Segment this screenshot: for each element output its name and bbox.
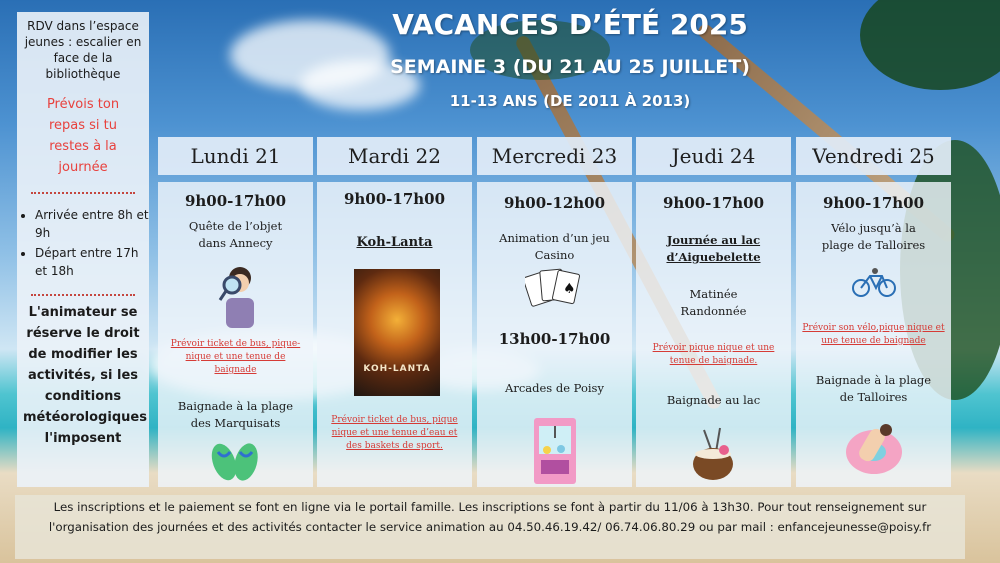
flip-flops-icon xyxy=(208,438,264,482)
activity: Quête de l’objet dans Annecy xyxy=(188,219,283,250)
arrival-time: • Arrivée entre 8h et 9h xyxy=(35,206,149,242)
activity: Koh-Lanta xyxy=(356,235,433,250)
footer-text: Les inscriptions et le paiement se font en ligne via le portail famille. Les inscriptions se font à partir du 11/06 à 13h30. Pour tout renseignement sur l'organisation des journées et des activités contacter le service animation au 04.50.46.19.42/ 06.74.06.80.29 ou par mail : enfancejeunesse@poisy.fr xyxy=(48,500,932,534)
bicycle-icon xyxy=(852,268,896,298)
day-column-tuesday xyxy=(317,137,472,451)
day-header: Mercredi 23 xyxy=(477,137,632,175)
info-sidebar xyxy=(17,12,149,487)
coconut-drink-icon xyxy=(688,426,738,482)
activity: Animation d’un jeu Casino xyxy=(499,231,610,262)
activity: Vélo jusqu’à la plage de Talloires xyxy=(821,221,926,252)
day-header: Jeudi 24 xyxy=(636,137,791,175)
koh-lanta-poster xyxy=(354,269,440,396)
swim-float-icon xyxy=(842,422,906,478)
day-body xyxy=(477,182,632,487)
week-subtitle: SEMAINE 3 (DU 21 AU 25 JUILLET) xyxy=(390,56,750,78)
day-body xyxy=(636,182,791,487)
meeting-point: RDV dans l’espace jeunes : escalier en face de la bibliothèque xyxy=(24,19,142,81)
preparation-note: Prévoir ticket de bus, pique nique et une tenue d’eau et des baskets de sport. xyxy=(331,415,458,451)
day-header: Mardi 22 xyxy=(317,137,472,175)
dotted-divider xyxy=(31,192,135,194)
preparation-note: Prévoir ticket de bus, pique-nique et une tenue de baignade xyxy=(170,339,301,375)
activity: Matinée Randonnée xyxy=(680,287,747,318)
time-slot: 9h00-17h00 xyxy=(184,192,287,210)
lunch-reminder: Prévois ton repas si tu restes à la journée xyxy=(46,97,120,175)
day-body xyxy=(158,182,313,487)
departure-time: • Départ entre 17h et 18h xyxy=(35,244,149,280)
registration-footer xyxy=(15,495,965,559)
poster-text: KOH-LANTA xyxy=(363,364,431,374)
age-range: 11-13 ANS (DE 2011 À 2013) xyxy=(449,92,691,110)
activity: Baignade au lac xyxy=(666,393,761,407)
poster-title: VACANCES D’ÉTÉ 2025 xyxy=(392,8,748,41)
day-column-wednesday xyxy=(477,137,632,395)
day-body xyxy=(317,182,472,487)
preparation-note: Prévoir son vélo,pique nique et une tenue de baignade xyxy=(802,323,945,346)
activity: Arcades de Poisy xyxy=(505,381,604,395)
day-body xyxy=(796,182,951,487)
preparation-note: Prévoir pique nique et une tenue de baignade. xyxy=(652,343,775,366)
day-column-friday xyxy=(796,137,951,404)
svg-text:♠: ♠ xyxy=(563,281,576,297)
time-slot: 9h00-17h00 xyxy=(662,194,765,212)
day-column-thursday xyxy=(636,137,791,407)
activity: Baignade à la plage des Marquisats xyxy=(177,399,294,430)
time-slot: 9h00-12h00 xyxy=(503,194,606,212)
activity: Journée au lac d’Aiguebelette xyxy=(666,233,761,264)
day-header: Lundi 21 xyxy=(158,137,313,175)
claw-machine-icon xyxy=(532,416,578,486)
playing-cards-icon xyxy=(525,266,585,308)
time-slot: 9h00-17h00 xyxy=(343,190,446,208)
schedule-list xyxy=(17,206,149,280)
day-header: Vendredi 25 xyxy=(796,137,951,175)
time-slot: 13h00-17h00 xyxy=(498,330,611,348)
activity: Baignade à la plage de Talloires xyxy=(815,373,932,404)
day-column-monday xyxy=(158,137,313,430)
time-slot: 9h00-17h00 xyxy=(822,194,925,212)
magnifying-glass-person-icon xyxy=(218,264,262,328)
disclaimer-note: L'animateur se réserve le droit de modifier les activités, si les conditions météorologiques l'imposent xyxy=(23,305,147,446)
